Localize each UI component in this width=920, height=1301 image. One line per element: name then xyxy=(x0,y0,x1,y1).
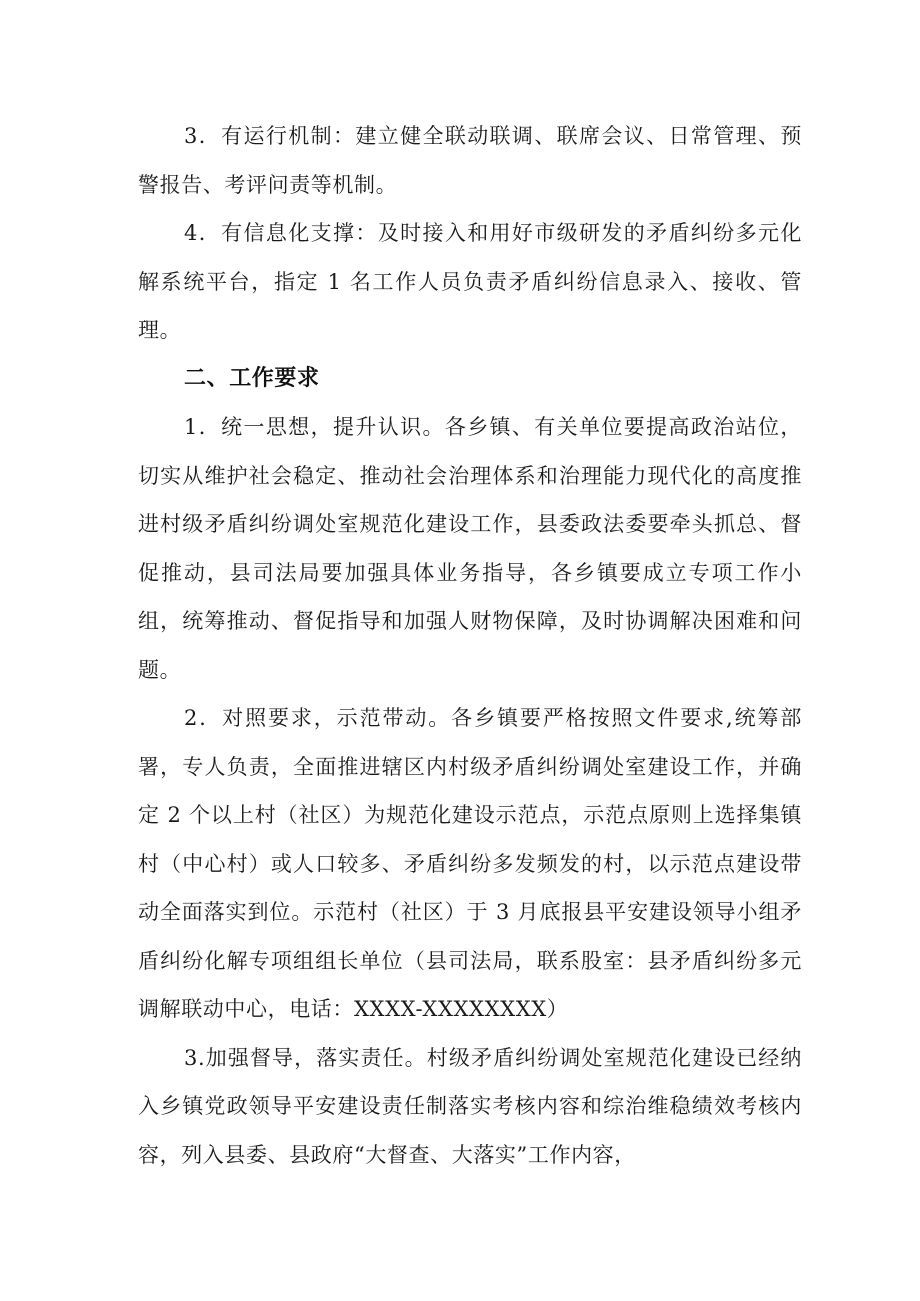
section-heading: 二、工作要求 xyxy=(184,365,320,391)
requirement-1: 1．统一思想，提升认识。各乡镇、有关单位要提高政治站位，切实从维护社会稳定、推动社会治理体系和治理能力现代化的高度推进村级矛盾纠纷调处室规范化建设工作，县委政法委要牵头抓总、督促推动，县司法局要加强具体业务指导，各乡镇要成立专项工作小组，统筹推动、督促指导和加强人财物保障，及时协调解决困难和问题。 xyxy=(138,415,802,682)
paragraph-item-4: 4．有信息化支撑：及时接入和用好市级研发的矛盾纠纷多元化解系统平台，指定 1 名工作人员负责矛盾纠纷信息录入、接收、管理。 xyxy=(138,221,802,342)
paragraph-item-3: 3．有运行机制：建立健全联动联调、联席会议、日常管理、预警报告、考评问责等机制。 xyxy=(138,124,802,197)
document-body xyxy=(138,112,802,1179)
requirement-2: 2．对照要求，示范带动。各乡镇要严格按照文件要求,统筹部署，专人负责，全面推进辖区内村级矛盾纠纷调处室建设工作，并确定 2 个以上村（社区）为规范化建设示范点，示范点原则上选择集镇村（中心村）或人口较多、矛盾纠纷多发频发的村，以示范点建设带动全面落实到位。示范村（社区）于 3 月底报县平安建设领导小组矛盾纠纷化解专项组组长单位（县司法局，联系股室：县矛盾纠纷多元调解联动中心，电话：XXXX-XXXXXXXX） xyxy=(138,706,802,1021)
requirement-3: 3.加强督导，落实责任。村级矛盾纠纷调处室规范化建设已经纳入乡镇党政领导平安建设责任制落实考核内容和综治维稳绩效考核内容，列入县委、县政府“大督查、大落实”工作内容， xyxy=(138,1045,802,1167)
